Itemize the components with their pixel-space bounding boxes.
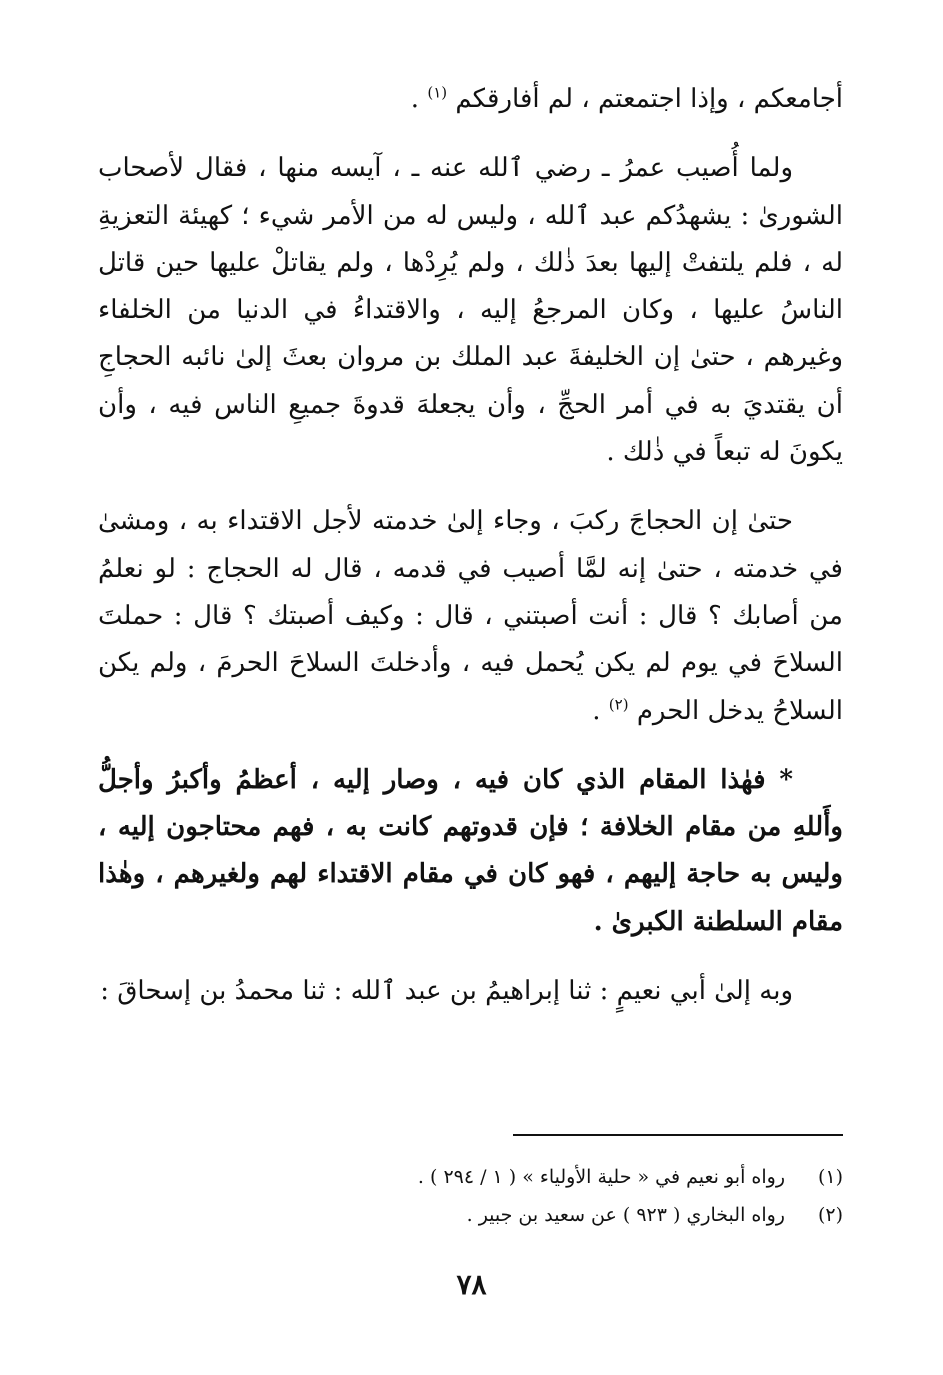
footnotes <box>98 1158 843 1234</box>
paragraph-1-text: أجامعكم ، وإذا اجتمعتم ، لم أفارقكم <box>455 84 843 114</box>
footnote-text: رواه أبو نعيم في « حلية الأولياء » ( ١ / ٢٩٤ ) . <box>417 1166 785 1188</box>
footnote-1 <box>98 1158 843 1196</box>
paragraph-2: ولما أُصيب عمرُ ـ رضي ٱلله عنه ـ ، آيسه منها ، فقال لأصحاب الشورىٰ : يشهدُكم عبد ٱلله ، وليس له من الأمر شيء ؛ كهيئة التعزيةِ له ، فلم يلتفتْ إليها بعدَ ذٰلك ، ولم يُرِدْها ، ولم يقاتلْ عليها حين قاتل الناسُ عليها ، وكان المرجعُ إليه ، والاقتداءُ في الدنيا من الخلفاء وغيرهم ، حتىٰ إن الخليفةَ عبد الملك بن مروان بعثَ إلىٰ نائبه الحجاجِ أن يقتديَ به في أمر الحجِّ ، وأن يجعلهَ قدوةَ جميعِ الناس فيه ، وأن يكونَ له تبعاً في ذٰلك . <box>98 153 843 468</box>
footnote-ref-2[interactable]: (٢) <box>608 694 629 713</box>
paragraph-1-end: . <box>410 84 428 114</box>
footnote-ref-1[interactable]: (١) <box>427 83 448 102</box>
footnote-number: (٢) <box>817 1204 843 1226</box>
paragraph-3-text: حتىٰ إن الحجاجَ ركبَ ، وجاء إلىٰ خدمته لأجل الاقتداء به ، ومشىٰ في خدمته ، حتىٰ إنه لمَّا أصيب في قدمه ، قال له الحجاج : لو نعلمُ من أصابك ؟ قال : أنت أصبتني ، قال : وكيف أصبتك ؟ قال : حملتَ السلاحَ في يوم لم يكن يُحمل فيه ، وأدخلتَ السلاحَ الحرمَ ، ولم يكن السلاحُ يدخل الحرم <box>98 506 843 726</box>
footnote-text: رواه البخاري ( ٩٢٣ ) عن سعيد بن جبير . <box>466 1204 785 1226</box>
paragraph-4 <box>98 757 843 946</box>
page-number: ٧٨ <box>456 1268 487 1301</box>
paragraph-3-end: . <box>592 695 609 726</box>
paragraph-5: وبه إلىٰ أبي نعيمٍ : ثنا إبراهيمُ بن عبد ٱلله : ثنا محمدُ بن إسحاقَ : <box>100 976 793 1007</box>
paragraph-4-text: فهٰذا المقام الذي كان فيه ، وصار إليه ، أعظمُ وأكبرُ وأجلُّ وأَللهِ من مقام الخلافة ؛ فإن قدوتهم كانت به ، فهم محتاجون إليه ، وليس به حاجة إليهم ، فهو كان في مقام الاقتداء لهم ولغيرهم ، وهٰذا مقام السلطنة الكبرىٰ . <box>98 764 843 937</box>
footnote-divider <box>513 1134 843 1136</box>
asterisk-icon: * <box>779 764 793 795</box>
footnote-2 <box>98 1196 843 1234</box>
footnote-number: (١) <box>817 1166 843 1188</box>
paragraph-1 <box>98 76 843 123</box>
page-body <box>98 76 843 1037</box>
paragraph-3 <box>98 498 843 734</box>
